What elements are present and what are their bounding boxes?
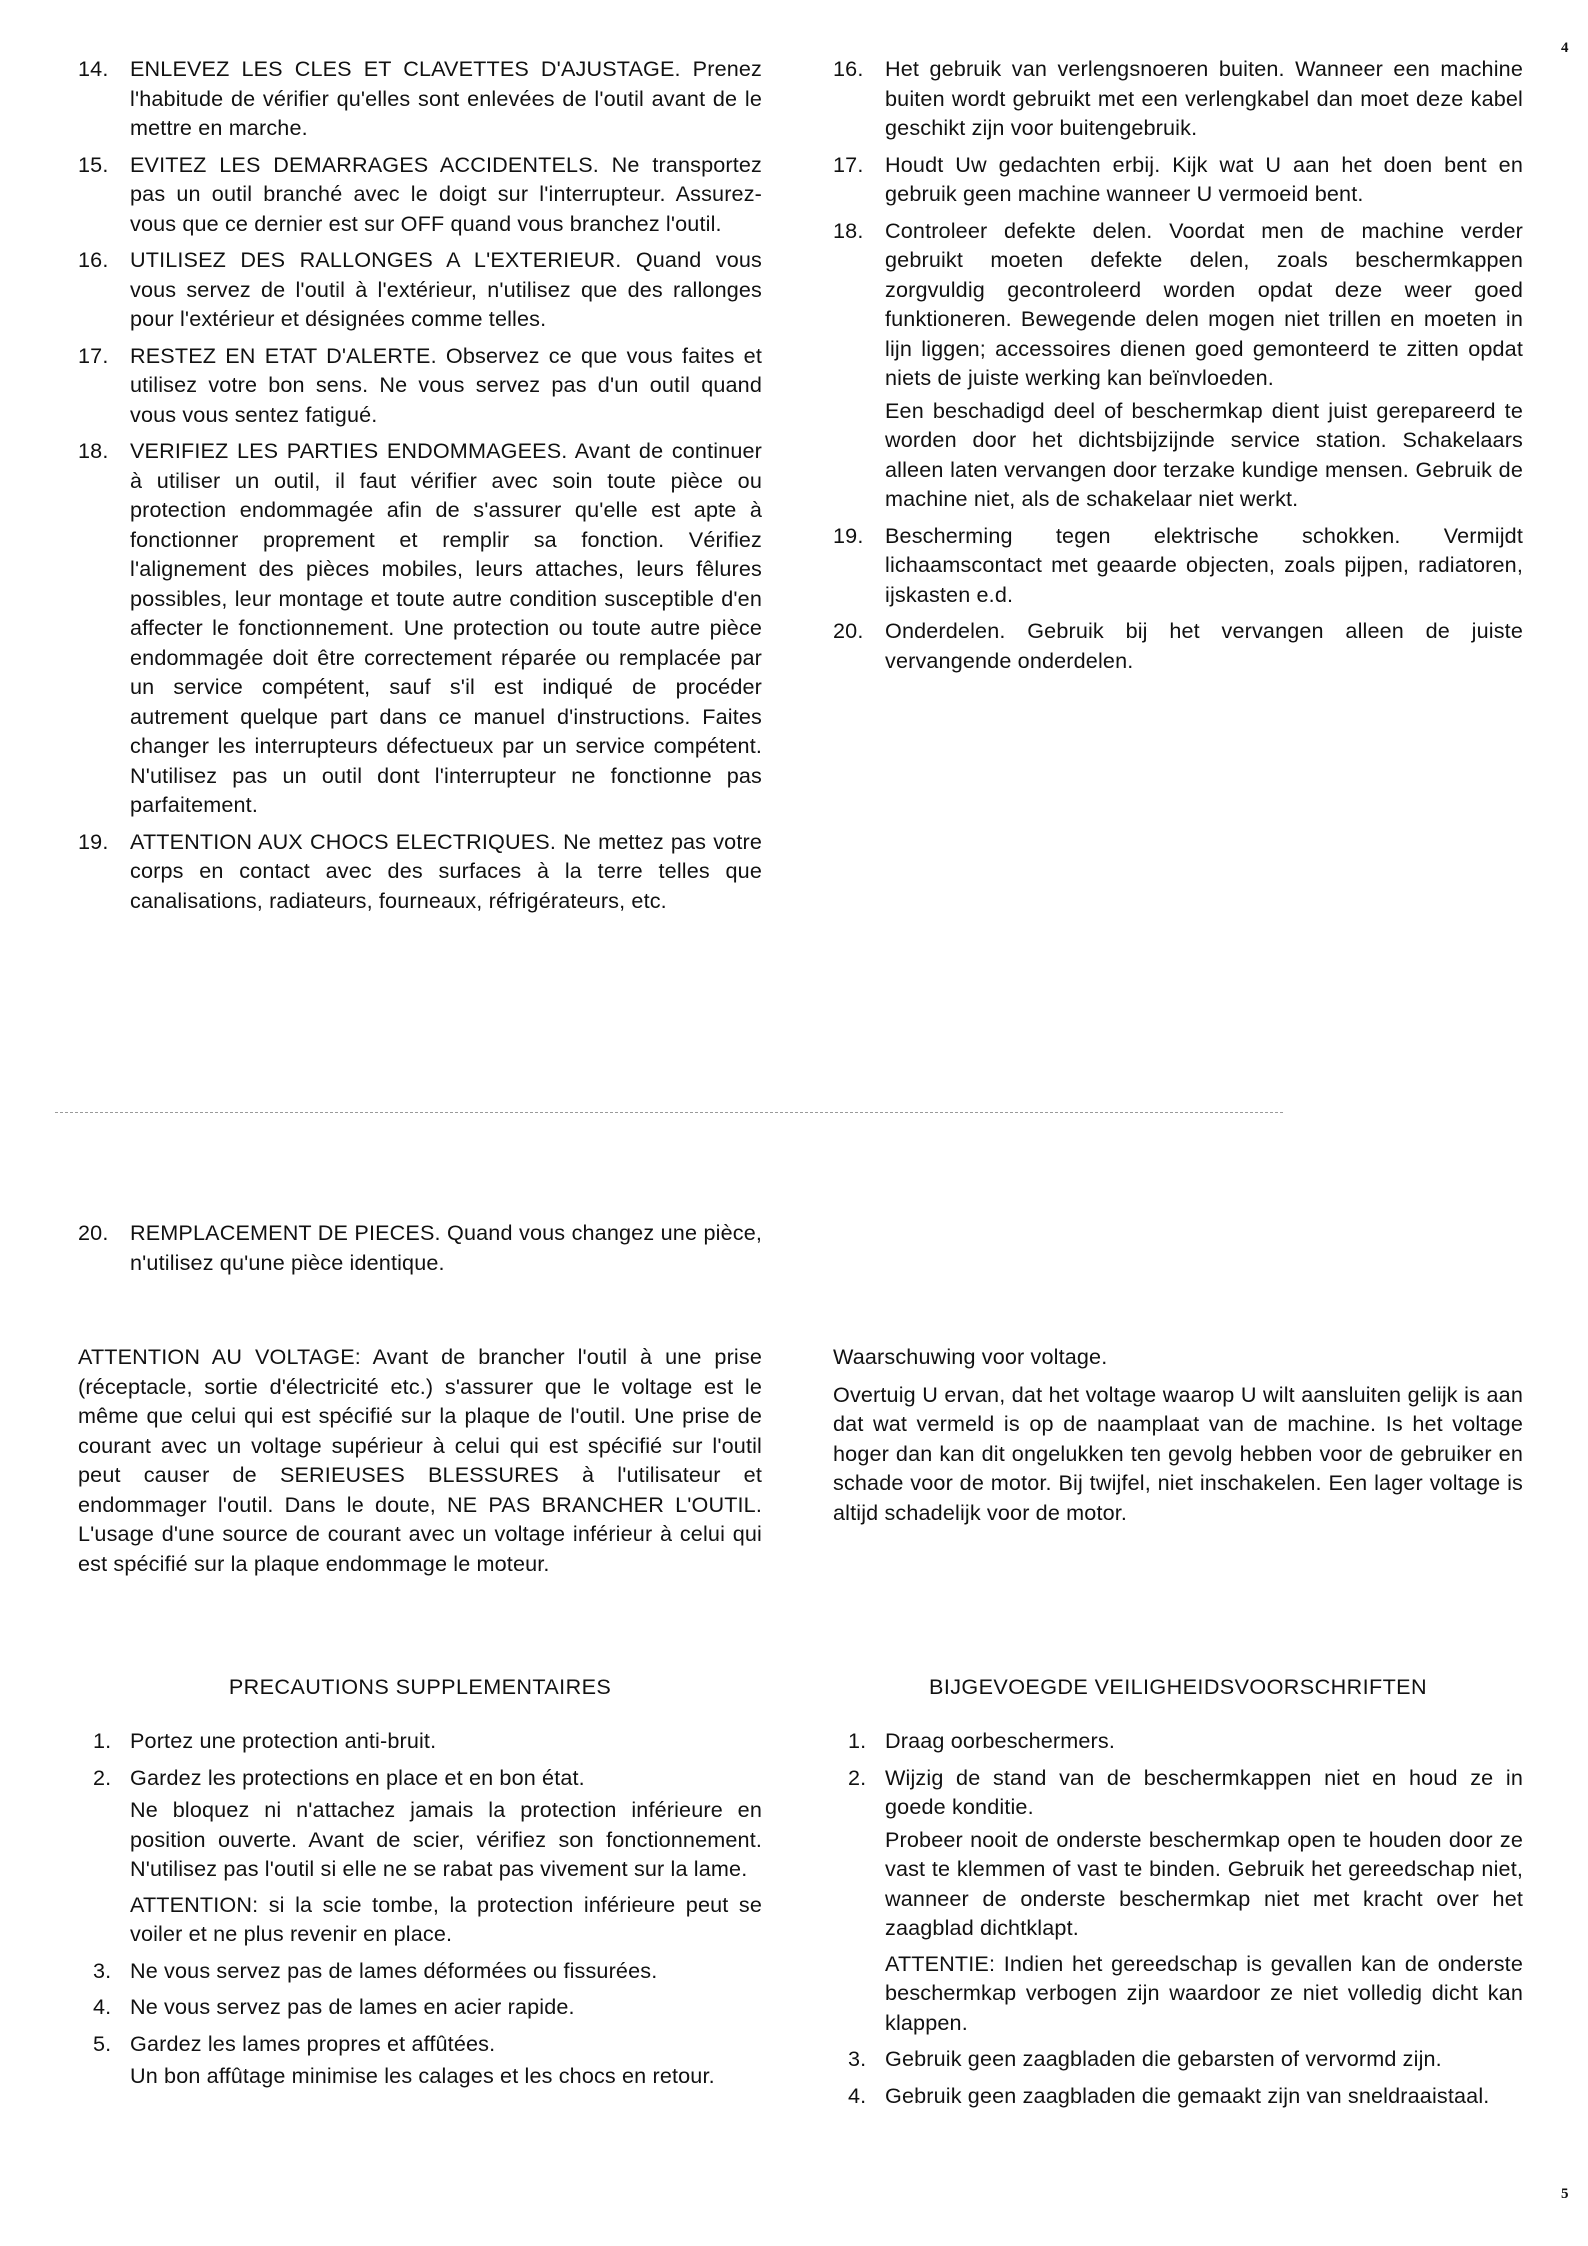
item-number: 17.	[833, 151, 864, 177]
item-number: 1.	[848, 1728, 867, 1753]
list-item	[93, 2029, 762, 2091]
list-item	[78, 54, 762, 143]
item-number: 18.	[833, 217, 864, 243]
item-number: 19.	[833, 522, 864, 548]
item-number: 18.	[78, 438, 109, 463]
list-item	[833, 54, 1523, 143]
item-number: 1.	[93, 1728, 112, 1753]
list-item	[78, 341, 762, 430]
voltage-warning-title: Waarschuwing voor voltage.	[833, 1344, 1108, 1369]
list-item	[833, 150, 1523, 209]
item-text: Bescherming tegen elektrische schokken. Vermijdt lichaamscontact met geaarde objecten, zoals pijpen, radiatoren, ijskasten e.d.	[885, 522, 1523, 607]
item-text: Controleer defekte delen. Voordat men de machine verder gebruikt moeten defekte delen, zoals beschermkappen zorgvuldig gecontroleerd worden opdat deze weer goed funktioneren. Bewegende delen mogen niet trillen en moeten in lijn liggen; accessoires dienen goed gemonteerd te zitten opdat niets de juiste werking kan beïnvloeden.	[885, 217, 1523, 390]
voltage-warning-text: ATTENTION AU VOLTAGE: Avant de brancher l'outil à une prise (réceptacle, sortie d'électricité etc.) s'assurer que le voltage est le même que celui qui est spécifié sur la plaque de l'outil. Une prise de courant avec un voltage supérieur à celui qui est spécifié sur l'outil peut causer de SERIEUSES BLESSURES à l'utilisateur et endommager l'outil. Dans le doute, NE PAS BRANCHER L'OUTIL. L'usage d'une source de courant avec un voltage inférieur à celui qui est spécifié sur la plaque endommage le moteur.	[78, 1344, 762, 1576]
item-number: 14.	[78, 56, 109, 81]
item-text: Portez une protection anti-bruit.	[130, 1728, 437, 1753]
item-number: 2.	[848, 1764, 867, 1790]
list-item	[833, 521, 1523, 610]
nl-precautions-heading: BIJGEVOEGDE VEILIGHEIDSVOORSCHRIFTEN	[929, 1674, 1427, 1699]
fr-voltage-warning	[78, 1342, 762, 1578]
item-text: Gardez les protections en place et en bon état.	[130, 1764, 585, 1790]
item-text: Gardez les lames propres et affûtées.	[130, 2030, 496, 2056]
list-item	[78, 150, 762, 239]
list-item	[78, 436, 762, 820]
voltage-warning-text: Overtuig U ervan, dat het voltage waarop U wilt aansluiten gelijk is aan dat wat vermeld is op de naamplaat van de machine. Is het voltage hoger dan kan dit ongelukken ten gevolg hebben voor de gebruiker en schade voor de motor. Bij twijfel, niet inschakelen. Een lager voltage is altijd schadelijk voor de motor.	[833, 1381, 1523, 1525]
item-text: ENLEVEZ LES CLES ET CLAVETTES D'AJUSTAGE. Prenez l'habitude de vérifier qu'elles sont enlevées de l'outil avant de le mettre en marche.	[130, 56, 762, 140]
list-item	[833, 616, 1523, 675]
item-text: Probeer nooit de onderste beschermkap open te houden door ze vast te klemmen of vast te binden. Gebruik het gereedschap niet, wanneer de onderste beschermkap niet met kracht over het zaagblad dichtklapt.	[885, 1826, 1523, 1940]
list-item	[848, 2081, 1523, 2111]
item-number: 20.	[78, 1220, 109, 1245]
item-text: Ne vous servez pas de lames déformées ou fissurées.	[130, 1957, 658, 1983]
list-item	[833, 216, 1523, 514]
list-item	[78, 245, 762, 334]
item-text: Ne bloquez ni n'attachez jamais la protection inférieure en position ouverte. Avant de scier, vérifiez son fonctionnement. N'utilisez pas l'outil si elle ne se rabat pas vivement sur la lame.	[130, 1797, 762, 1881]
item-number: 4.	[93, 1994, 112, 2019]
item-number: 16.	[78, 247, 109, 272]
list-item	[78, 827, 762, 916]
item-text: EVITEZ LES DEMARRAGES ACCIDENTELS. Ne transportez pas un outil branché avec le doigt sur l'interrupteur. Assurez-vous que ce dernier est sur OFF quand vous branchez l'outil.	[130, 151, 762, 236]
item-number: 2.	[93, 1764, 112, 1790]
item-number: 4.	[848, 2082, 867, 2108]
page-number-bottom: 5	[1561, 2186, 1569, 2202]
item-number: 3.	[848, 2046, 867, 2071]
item-text: VERIFIEZ LES PARTIES ENDOMMAGEES. Avant de continuer à utiliser un outil, il faut vérifier avec soin toute pièce ou protection endommagée afin de s'assurer qu'elle est apte à fonctionner proprement et remplir sa fonction. Vérifiez l'alignement des pièces mobiles, leurs attaches, leurs fêlures possibles, leur montage et toute autre condition susceptible d'en affecter le fonctionnement. Une protection ou toute autre pièce endommagée doit être correctement réparée ou remplacée par un service compétent, sauf s'il est indiqué de procéder autrement quelque part dans ce manuel d'instructions. Faites changer les interrupteurs défectueux par un service compétent. N'utilisez pas un outil dont l'interrupteur ne fonctionne pas parfaitement.	[130, 438, 762, 817]
item-number: 16.	[833, 56, 864, 81]
item-text: Un bon affûtage minimise les calages et les chocs en retour.	[130, 2063, 715, 2088]
item-text: RESTEZ EN ETAT D'ALERTE. Observez ce que vous faites et utilisez votre bon sens. Ne vous servez pas d'un outil quand vous vous sentez fatigué.	[130, 342, 762, 427]
item-number: 19.	[78, 828, 109, 854]
item-text: Wijzig de stand van de beschermkappen niet en houd ze in goede konditie.	[885, 1764, 1523, 1819]
list-item	[848, 2044, 1523, 2074]
list-item	[78, 1218, 762, 1277]
fr-precautions-heading: PRECAUTIONS SUPPLEMENTAIRES	[228, 1674, 612, 1699]
list-item	[848, 1726, 1523, 1756]
item-text: ATTENTION: si la scie tombe, la protection inférieure peut se voiler et ne plus revenir en place.	[130, 1891, 762, 1946]
item-text: Gebruik geen zaagbladen die gebarsten of vervormd zijn.	[885, 2046, 1442, 2071]
item-text: UTILISEZ DES RALLONGES A L'EXTERIEUR. Quand vous vous servez de l'outil à l'extérieur, n'utilisez que des rallonges pour l'extérieur et désignées comme telles.	[130, 247, 762, 331]
item-text: Houdt Uw gedachten erbij. Kijk wat U aan het doen bent en gebruik geen machine wanneer U vermoeid bent.	[885, 151, 1523, 206]
item-number: 5.	[93, 2030, 112, 2056]
item-number: 15.	[78, 151, 109, 177]
item-text: Een beschadigd deel of beschermkap dient juist gerepareerd te worden door het dichtsbijzijnde service station. Schakelaars alleen laten vervangen door terzake kundige mensen. Gebruik de machine niet, als de schakelaar niet werkt.	[885, 397, 1523, 511]
fr-item-20	[78, 1218, 762, 1284]
item-text: Gebruik geen zaagbladen die gemaakt zijn van sneldraaistaal.	[885, 2082, 1490, 2108]
item-text: ATTENTION AUX CHOCS ELECTRIQUES. Ne mettez pas votre corps en contact avec des surfaces à la terre telles que canalisations, radiateurs, fourneaux, réfrigérateurs, etc.	[130, 828, 762, 913]
list-item	[93, 1763, 762, 1949]
list-item	[93, 1992, 762, 2022]
fr-precautions-list	[93, 1726, 762, 2098]
item-text: ATTENTIE: Indien het gereedschap is gevallen kan de onderste beschermkap verbogen zijn waardoor ze niet volledig dicht kan klappen.	[885, 1950, 1523, 2035]
nl-safety-list	[833, 54, 1523, 682]
nl-voltage-warning	[833, 1342, 1523, 1527]
item-number: 20.	[833, 618, 864, 643]
list-item	[93, 1956, 762, 1986]
list-item	[93, 1726, 762, 1756]
section-divider	[55, 1112, 1283, 1113]
fr-safety-list	[78, 54, 762, 922]
item-number: 3.	[93, 1957, 112, 1983]
item-text: REMPLACEMENT DE PIECES. Quand vous changez une pièce, n'utilisez qu'une pièce identique.	[130, 1220, 762, 1275]
item-number: 17.	[78, 342, 109, 368]
page-number-top: 4	[1561, 40, 1569, 56]
item-text: Draag oorbeschermers.	[885, 1728, 1115, 1753]
list-item	[848, 1763, 1523, 2038]
item-text: Ne vous servez pas de lames en acier rapide.	[130, 1994, 575, 2019]
item-text: Onderdelen. Gebruik bij het vervangen alleen de juiste vervangende onderdelen.	[885, 618, 1523, 673]
nl-precautions-list	[848, 1726, 1523, 2117]
item-text: Het gebruik van verlengsnoeren buiten. Wanneer een machine buiten wordt gebruikt met een verlengkabel dan moet deze kabel geschikt zijn voor buitengebruik.	[885, 56, 1523, 140]
